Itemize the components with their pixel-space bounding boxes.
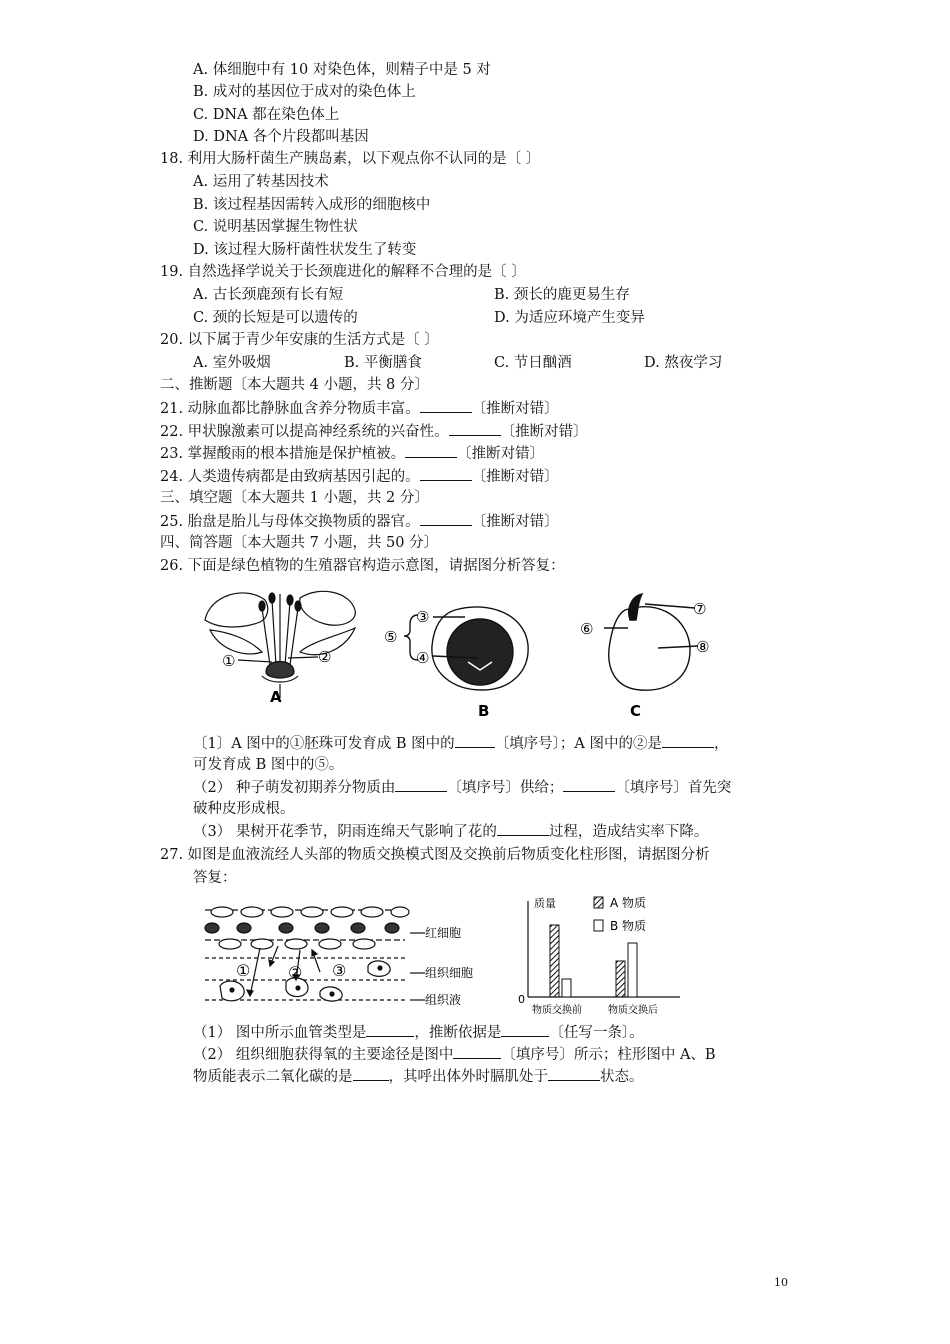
q26-sub1-blank-2[interactable] — [662, 733, 714, 748]
legend-swatch-a — [594, 897, 603, 908]
q27-sub1-blank-2[interactable] — [501, 1022, 549, 1037]
q19-stem: 19. 自然选择学说关于长颈鹿进化的解释不合理的是〔 〕 — [160, 264, 526, 280]
section-3-heading: 三、填空题〔本大题共 1 小题，共 2 分〕 — [160, 490, 429, 506]
bar-b-after — [628, 943, 637, 997]
q27-sub2-line1 — [193, 1044, 716, 1065]
q19-option-a: A. 古长颈鹿颈有长有短 — [193, 287, 344, 303]
bar-a-after — [616, 961, 625, 997]
section-2-heading: 二、推断题〔本大题共 4 小题，共 8 分〕 — [160, 377, 429, 393]
category-label-after: 物质交换后 — [608, 1005, 658, 1016]
category-label-before: 物质交换前 — [532, 1005, 582, 1016]
q18-option-a: A. 运用了转基因技术 — [193, 174, 329, 190]
q23 — [160, 443, 544, 464]
marker-6: ⑥ — [580, 620, 594, 638]
q18-option-c: C. 说明基因掌握生物性状 — [193, 219, 358, 235]
q27-bar-chart — [510, 893, 690, 1019]
marker-1: ① — [222, 652, 236, 670]
q22 — [160, 421, 588, 442]
label-tissue-cell: 组织细胞 — [425, 966, 474, 980]
q19-option-d: D. 为适应环境产生变异 — [494, 310, 645, 326]
q27-stem-line1: 27. 如图是血液流经人头部的物质交换模式图及交换前后物质变化柱形图，请据图分析 — [160, 847, 710, 863]
q18-stem: 18. 利用大肠杆菌生产胰岛素，以下观点你不认同的是〔 〕 — [160, 151, 541, 167]
marker-3: ③ — [416, 608, 430, 626]
q27-sub2-blank-2[interactable] — [353, 1066, 389, 1081]
q17-option-b: B. 成对的基因位于成对的染色体上 — [193, 84, 416, 100]
bar-a-before — [550, 925, 559, 997]
q20-option-d: D. 熬夜学习 — [644, 355, 723, 371]
q25 — [160, 511, 559, 532]
q26-sub1-text-c: ， — [714, 736, 729, 752]
judge-tail: 〔推断对错〕 — [500, 424, 588, 440]
q17-option-c: C. DNA 都在染色体上 — [193, 107, 340, 123]
q24-blank[interactable] — [420, 466, 472, 481]
label-red-blood-cell: 红细胞 — [425, 926, 462, 940]
q19-option-c: C. 颈的长短是可以遗传的 — [193, 310, 358, 326]
capillary-exchange-diagram — [200, 900, 490, 1018]
q26-sub2-line1 — [193, 777, 731, 798]
q27-sub2-text-b: 〔填序号〕所示；柱形图中 A、B — [501, 1047, 716, 1063]
fig-label-a: A — [270, 688, 282, 706]
judge-tail: 〔推断对错〕 — [457, 446, 545, 462]
judge-tail: 〔推断对错〕 — [471, 401, 559, 417]
judge-tail: 〔推断对错〕 — [471, 469, 559, 485]
flower-diagram-a — [205, 591, 355, 698]
q21-blank[interactable] — [420, 398, 472, 413]
marker-4: ④ — [416, 649, 430, 667]
q20-option-a: A. 室外吸烟 — [193, 355, 271, 371]
q26-sub3 — [193, 821, 708, 842]
q21-text: 21. 动脉血都比静脉血含养分物质丰富。 — [160, 401, 420, 417]
q26-sub2-text-c: 〔填序号〕首先突 — [615, 780, 732, 796]
q17-option-d: D. DNA 各个片段都叫基因 — [193, 129, 369, 145]
q27-sub2-text-a: （2） 组织细胞获得氧的主要途径是图中 — [193, 1047, 454, 1063]
q24-text: 24. 人类遗传病都是由致病基因引起的。 — [160, 469, 420, 485]
marker-8: ⑧ — [696, 638, 710, 656]
legend-label-a: A 物质 — [610, 896, 647, 910]
judge-tail: 〔推断对错〕 — [471, 514, 559, 530]
q26-sub3-text-a: （3） 果树开花季节，阴雨连绵天气影响了花的 — [193, 824, 497, 840]
q25-blank[interactable] — [420, 511, 472, 526]
q26-sub1-line2: 可发育成 B 图中的⑤。 — [193, 757, 344, 773]
q27-marker-2: ② — [288, 963, 303, 982]
q26-sub2-line2: 破种皮形成根。 — [193, 801, 295, 817]
marker-2: ② — [318, 648, 332, 666]
marker-7: ⑦ — [693, 600, 707, 618]
q22-blank[interactable] — [449, 421, 501, 436]
q27-sub1-text-a: （1） 图中所示血管类型是 — [193, 1025, 367, 1041]
q27-marker-1: ① — [236, 961, 251, 980]
q27-sub2-line2 — [193, 1066, 644, 1087]
q27-sub2-text-c: 物质能表示二氧化碳的是 — [193, 1069, 353, 1085]
q26-sub3-blank[interactable] — [497, 821, 549, 836]
q27-sub1-text-b: ，推断依据是 — [414, 1025, 502, 1041]
marker-5: ⑤ — [384, 628, 398, 646]
q27-sub1-blank-1[interactable] — [366, 1022, 414, 1037]
fig-label-c: C — [630, 702, 642, 720]
page-number: 10 — [774, 1276, 788, 1289]
q18-option-d: D. 该过程大肠杆菌性状发生了转变 — [193, 242, 417, 258]
q27-sub1-text-c: 〔任写一条〕。 — [549, 1025, 644, 1041]
q20-option-c: C. 节日酗酒 — [494, 355, 572, 371]
origin-label: 0 — [518, 993, 525, 1006]
y-axis-label: 质量 — [534, 897, 556, 910]
seed-diagram-c — [604, 594, 698, 690]
q17-option-a: A. 体细胞中有 10 对染色体，则精子中是 5 对 — [193, 62, 491, 78]
section-4-heading: 四、简答题〔本大题共 7 小题，共 50 分〕 — [160, 535, 439, 551]
legend-swatch-b — [594, 920, 603, 931]
q27-sub2-text-d: ，其呼出体外时膈肌处于 — [388, 1069, 548, 1085]
q21 — [160, 398, 559, 419]
q26-sub2-blank-1[interactable] — [395, 777, 447, 792]
q26-sub3-text-b: 过程，造成结实率下降。 — [548, 824, 709, 840]
q25-text: 25. 胎盘是胎儿与母体交换物质的器官。 — [160, 514, 420, 530]
label-tissue-fluid: 组织液 — [425, 993, 462, 1007]
q20-stem: 20. 以下属于青少年安康的生活方式是〔 〕 — [160, 332, 439, 348]
q27-sub2-blank-3[interactable] — [548, 1066, 600, 1081]
q23-blank[interactable] — [405, 443, 457, 458]
q22-text: 22. 甲状腺激素可以提高神经系统的兴奋性。 — [160, 424, 449, 440]
q27-sub2-blank-1[interactable] — [453, 1044, 501, 1059]
q23-text: 23. 掌握酸雨的根本措施是保护植被。 — [160, 446, 406, 462]
q27-sub2-text-e: 状态。 — [600, 1069, 644, 1085]
q20-option-b: B. 平衡膳食 — [344, 355, 422, 371]
legend-label-b: B 物质 — [610, 919, 647, 933]
q26-figure — [190, 580, 730, 725]
q19-option-b: B. 颈长的鹿更易生存 — [494, 287, 630, 303]
bar-b-before — [562, 979, 571, 997]
q26-sub1-line1 — [193, 733, 729, 754]
q24 — [160, 466, 559, 487]
q26-sub2-blank-2[interactable] — [563, 777, 615, 792]
q26-sub1-blank-1[interactable] — [455, 733, 495, 748]
q26-sub2-text-b: 〔填序号〕供给； — [447, 780, 564, 796]
q27-sub1 — [193, 1022, 644, 1043]
q18-option-b: B. 该过程基因需转入成形的细胞核中 — [193, 197, 431, 213]
q27-stem-line2: 答复： — [193, 870, 237, 886]
fig-label-b: B — [478, 702, 490, 720]
q26-sub2-text-a: （2） 种子萌发初期养分物质由 — [193, 780, 396, 796]
q26-sub1-text-a: 〔1〕A 图中的①胚珠可发育成 B 图中的 — [193, 736, 455, 752]
q26-stem: 26. 下面是绿色植物的生殖器官构造示意图，请据图分析答复： — [160, 558, 565, 574]
q26-sub1-text-b: 〔填序号〕；A 图中的②是 — [494, 736, 663, 752]
q27-marker-3: ③ — [332, 961, 347, 980]
